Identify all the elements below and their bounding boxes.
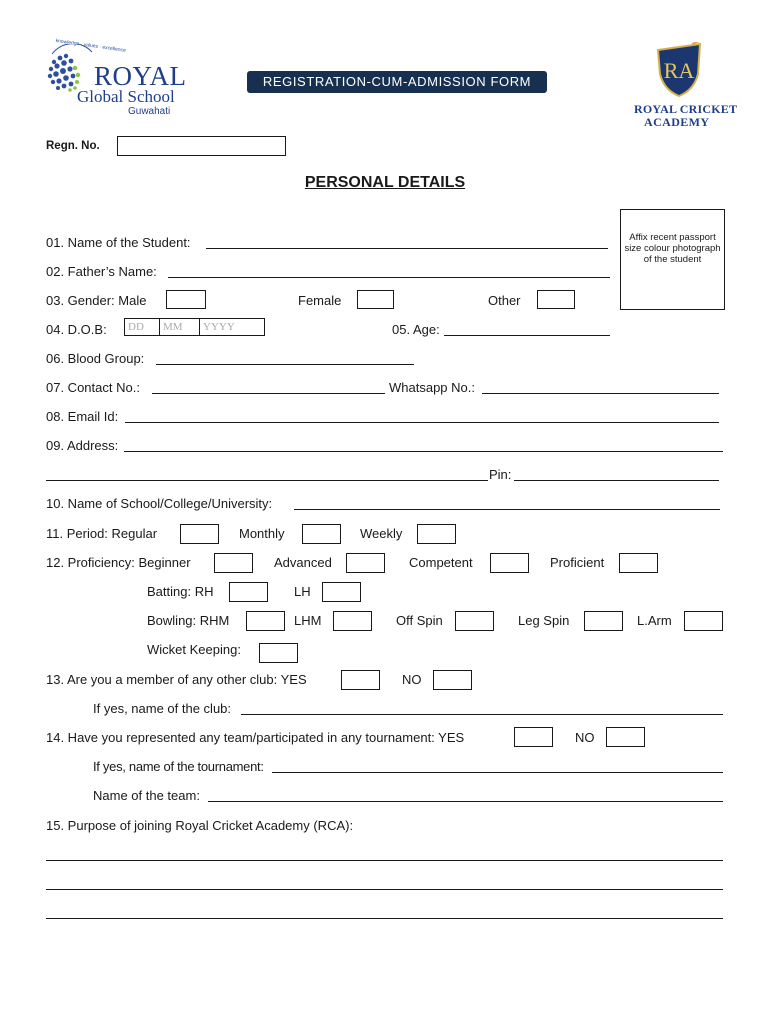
- school-name-royal: ROYAL: [94, 61, 187, 91]
- tournament-yes-checkbox[interactable]: [514, 727, 553, 747]
- gender-other-checkbox[interactable]: [537, 290, 575, 309]
- batting-label: Batting: RH: [147, 584, 214, 599]
- student-name-field[interactable]: [206, 248, 608, 249]
- period-monthly-checkbox[interactable]: [302, 524, 341, 544]
- academy-crest-text: RA: [663, 58, 695, 83]
- wicket-checkbox[interactable]: [259, 643, 298, 663]
- prof-proficient-checkbox[interactable]: [619, 553, 658, 573]
- photo-box-text: Affix recent passport size colour photograph of the student: [624, 232, 721, 265]
- academy-logo: [628, 42, 738, 132]
- gender-female-checkbox[interactable]: [357, 290, 394, 309]
- batting-lh-checkbox[interactable]: [322, 582, 361, 602]
- tournament-name-label: If yes, name of the tournament:: [93, 759, 264, 774]
- club-no-checkbox[interactable]: [433, 670, 472, 690]
- bowling-label: Bowling: RHM: [147, 613, 230, 628]
- bowling-leg-label: Leg Spin: [518, 613, 570, 628]
- dob-label: 04. D.O.B:: [46, 322, 107, 337]
- pin-label: Pin:: [489, 467, 512, 482]
- regn-input[interactable]: [117, 136, 286, 156]
- bowling-larm-label: L.Arm: [637, 613, 672, 628]
- age-label: 05. Age:: [392, 322, 440, 337]
- regn-label: Regn. No.: [46, 140, 100, 152]
- team-name-label: Name of the team:: [93, 788, 200, 803]
- tournament-label: 14. Have you represented any team/participated in any tournament: YES: [46, 730, 465, 745]
- batting-lh-label: LH: [294, 584, 311, 599]
- bowling-off-checkbox[interactable]: [455, 611, 494, 631]
- prof-advanced-checkbox[interactable]: [346, 553, 385, 573]
- bowling-lhm-checkbox[interactable]: [333, 611, 372, 631]
- father-name-field[interactable]: [168, 277, 610, 278]
- period-regular-checkbox[interactable]: [180, 524, 219, 544]
- prof-competent-label: Competent: [409, 555, 473, 570]
- bowling-leg-checkbox[interactable]: [584, 611, 623, 631]
- school-logo: [44, 38, 194, 120]
- email-field[interactable]: [125, 422, 719, 423]
- pin-field[interactable]: [514, 480, 719, 481]
- blood-group-label: 06. Blood Group:: [46, 351, 145, 366]
- email-label: 08. Email Id:: [46, 409, 119, 424]
- section-title: PERSONAL DETAILS: [304, 174, 466, 191]
- purpose-field-line2[interactable]: [46, 889, 723, 890]
- school-city: Guwahati: [128, 106, 171, 117]
- form-title: REGISTRATION-CUM-ADMISSION FORM: [247, 71, 547, 93]
- purpose-label: 15. Purpose of joining Royal Cricket Academy (RCA):: [46, 818, 354, 833]
- wicket-label: Wicket Keeping:: [147, 642, 241, 657]
- purpose-field-line3[interactable]: [46, 918, 723, 919]
- bowling-larm-checkbox[interactable]: [684, 611, 723, 631]
- club-no-label: NO: [402, 672, 422, 687]
- address-field-line1[interactable]: [124, 451, 723, 452]
- club-name-label: If yes, name of the club:: [93, 701, 232, 716]
- batting-rh-checkbox[interactable]: [229, 582, 268, 602]
- contact-label: 07. Contact No.:: [46, 380, 140, 395]
- school-field[interactable]: [294, 509, 720, 510]
- club-label: 13. Are you a member of any other club: YES: [46, 672, 307, 687]
- period-weekly-label: Weekly: [360, 526, 403, 541]
- gender-male-checkbox[interactable]: [166, 290, 206, 309]
- student-name-label: 01. Name of the Student:: [46, 235, 191, 250]
- academy-crest-icon: [654, 42, 704, 98]
- dob-day-input[interactable]: DD: [124, 318, 160, 336]
- school-name-global: Global School: [77, 87, 175, 106]
- address-field-line2[interactable]: [46, 480, 488, 481]
- period-monthly-label: Monthly: [239, 526, 285, 541]
- whatsapp-field[interactable]: [482, 393, 719, 394]
- proficiency-label: 12. Proficiency: Beginner: [46, 555, 191, 570]
- bowling-lhm-label: LHM: [294, 613, 322, 628]
- gender-other-label: Other: [488, 293, 521, 308]
- team-name-field[interactable]: [208, 801, 723, 802]
- blood-group-field[interactable]: [156, 364, 414, 365]
- age-field[interactable]: [444, 335, 610, 336]
- academy-name-line2: ACADEMY: [644, 115, 710, 129]
- father-name-label: 02. Father’s Name:: [46, 264, 157, 279]
- tournament-name-field[interactable]: [272, 772, 723, 773]
- prof-proficient-label: Proficient: [550, 555, 605, 570]
- tournament-no-label: NO: [575, 730, 595, 745]
- purpose-field-line1[interactable]: [46, 860, 723, 861]
- address-label: 09. Address:: [46, 438, 119, 453]
- club-yes-checkbox[interactable]: [341, 670, 380, 690]
- dob-month-input[interactable]: MM: [159, 318, 200, 336]
- prof-competent-checkbox[interactable]: [490, 553, 529, 573]
- bowling-off-label: Off Spin: [396, 613, 443, 628]
- school-arc-text: knowledge · values · excellence: [55, 38, 127, 54]
- club-name-field[interactable]: [241, 714, 723, 715]
- whatsapp-label: Whatsapp No.:: [389, 380, 475, 395]
- dob-year-input[interactable]: YYYY: [199, 318, 265, 336]
- gender-label: 03. Gender: Male: [46, 293, 147, 308]
- bowling-rhm-checkbox[interactable]: [246, 611, 285, 631]
- prof-advanced-label: Advanced: [274, 555, 332, 570]
- period-label: 11. Period: Regular: [46, 526, 158, 541]
- contact-field[interactable]: [152, 393, 385, 394]
- period-weekly-checkbox[interactable]: [417, 524, 456, 544]
- tournament-no-checkbox[interactable]: [606, 727, 645, 747]
- academy-name-line1: ROYAL CRICKET: [634, 102, 738, 116]
- gender-female-label: Female: [298, 293, 342, 308]
- prof-beginner-checkbox[interactable]: [214, 553, 253, 573]
- school-label: 10. Name of School/College/University:: [46, 496, 273, 511]
